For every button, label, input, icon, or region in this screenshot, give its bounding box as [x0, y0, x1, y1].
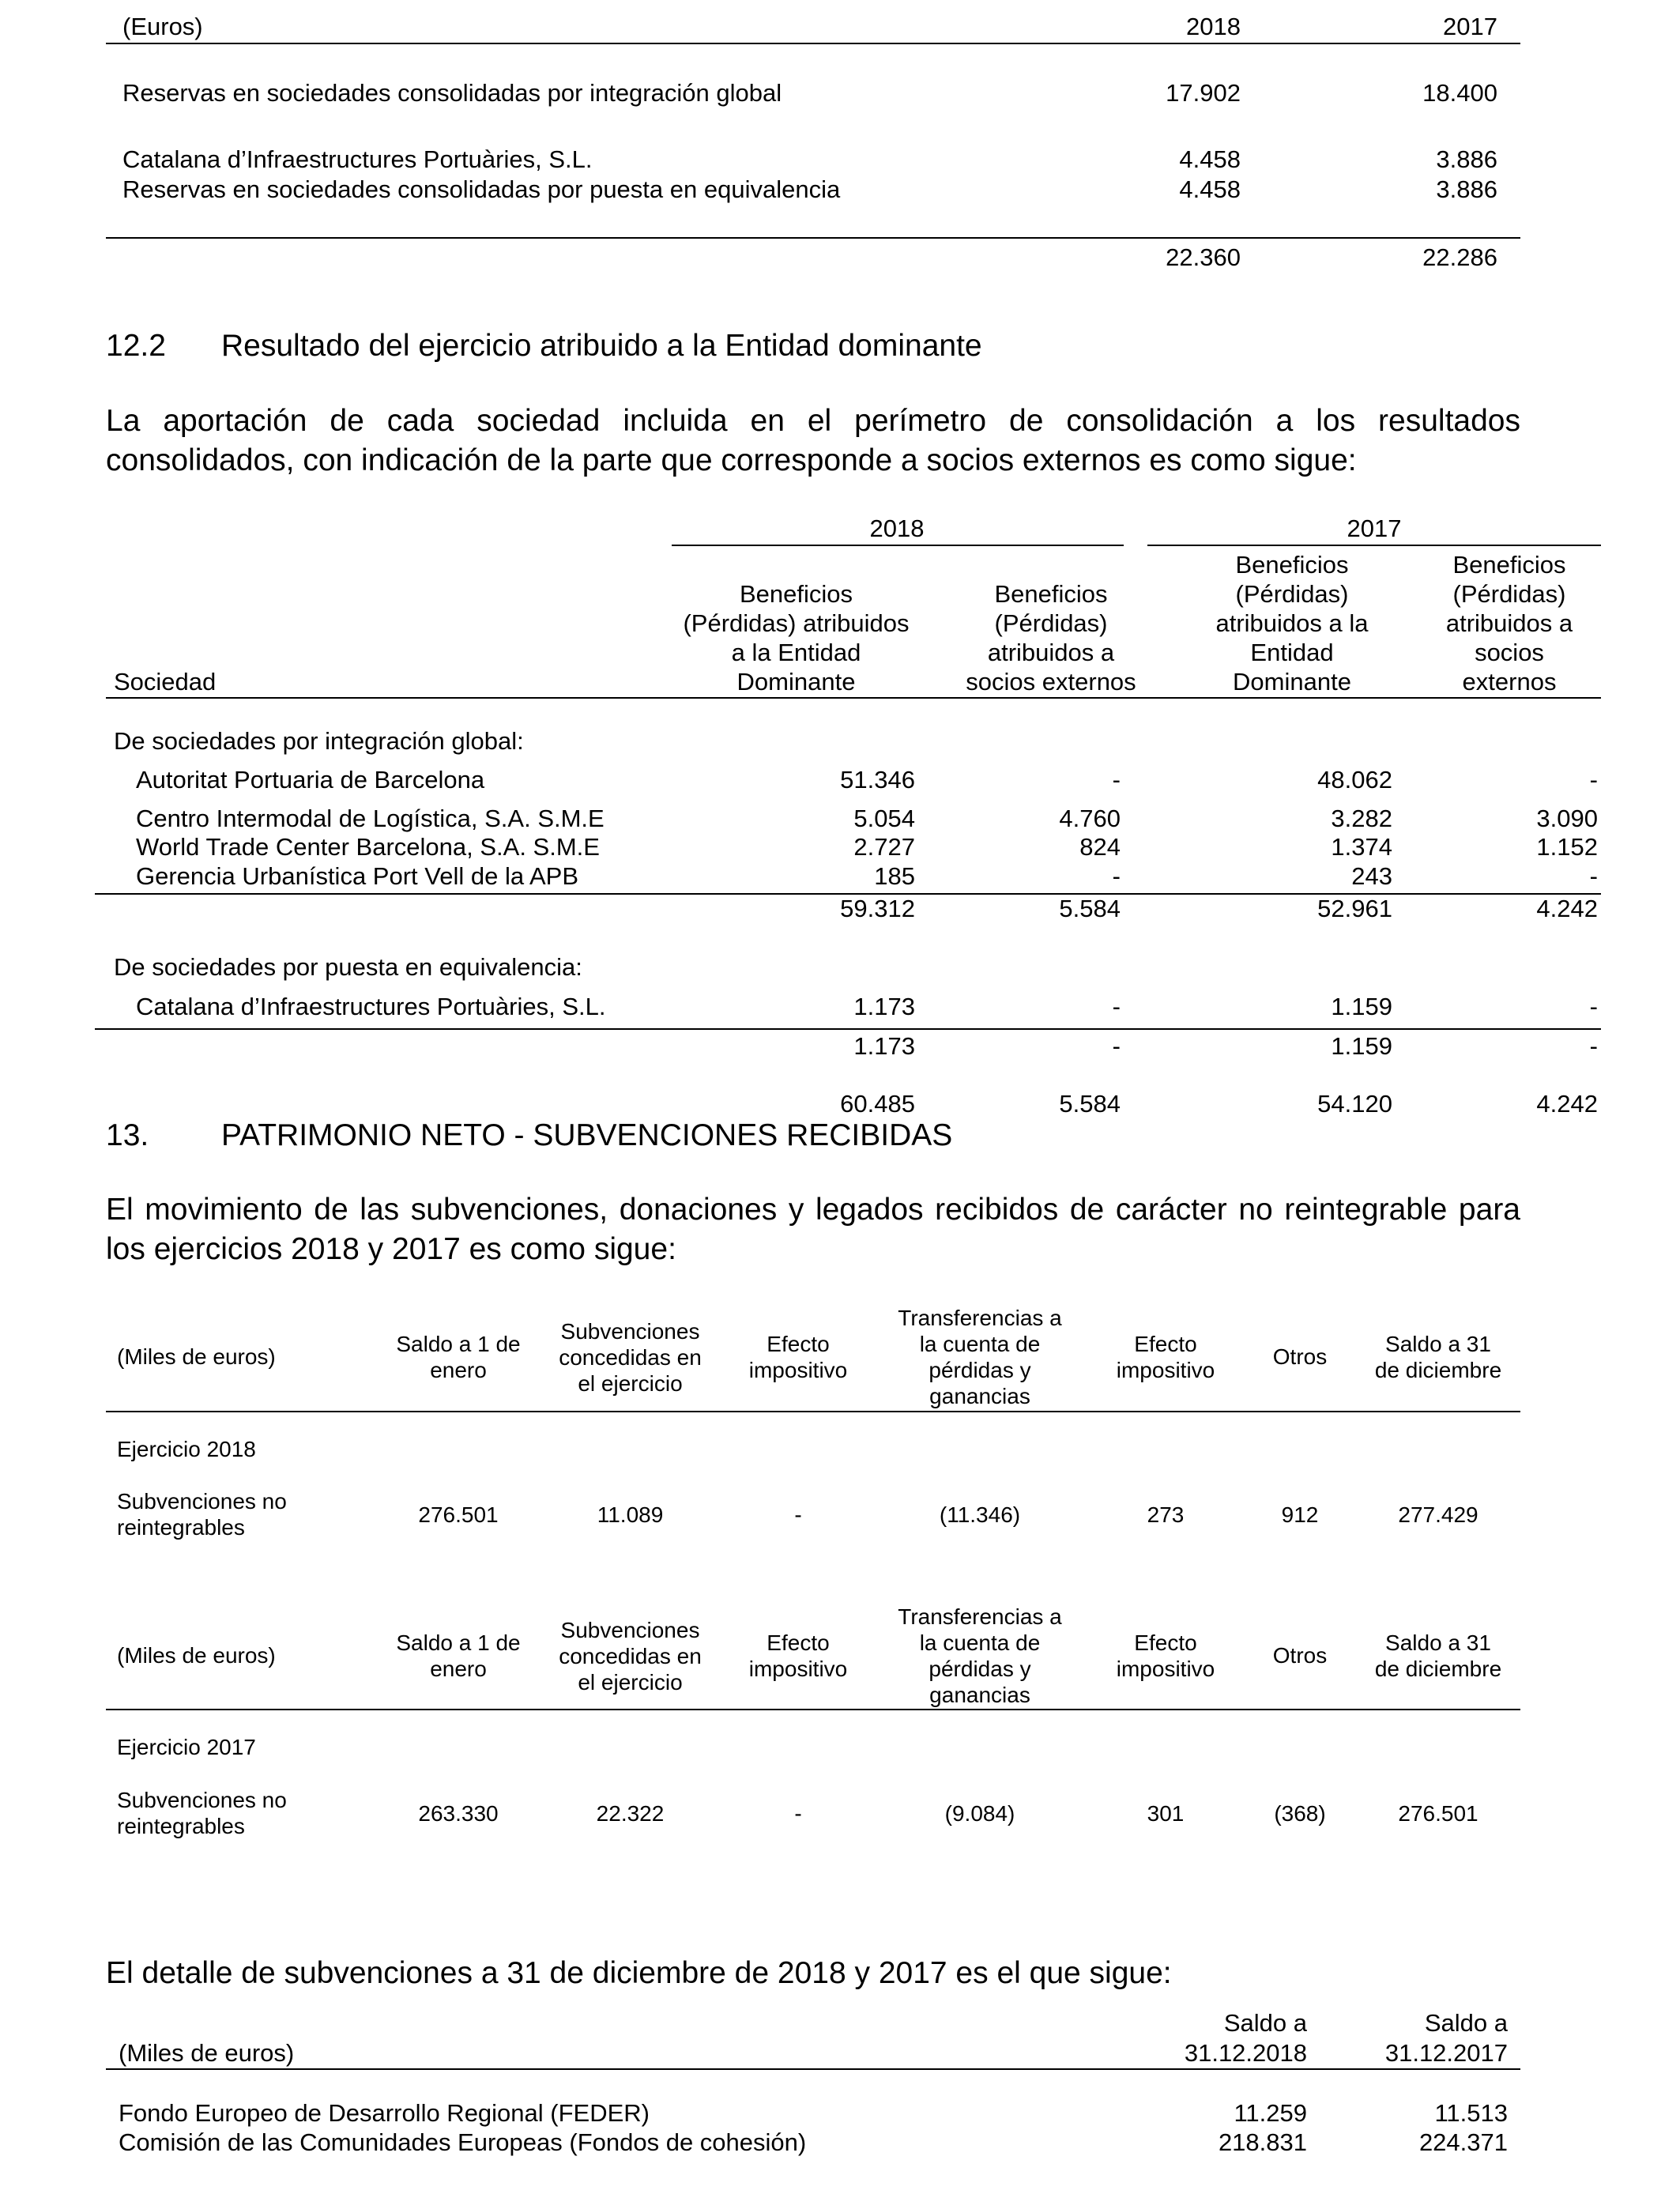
row-c2: 824	[1079, 833, 1121, 861]
sociedad-header: Sociedad	[114, 668, 217, 696]
row-value-2017: 3.886	[1436, 175, 1497, 203]
row-value-2017: 18.400	[1422, 79, 1497, 107]
col-header-saldo-diciembre: Saldo a 31 de diciembre	[1374, 1630, 1502, 1681]
unit-label: (Euros)	[122, 13, 203, 40]
exercise-label: Ejercicio 2018	[117, 1437, 256, 1461]
header-rule	[106, 1709, 1520, 1710]
row-value-2018: 17.902	[1166, 79, 1241, 107]
grand-total-c2: 5.584	[1059, 1090, 1121, 1118]
col-header-subvenciones-concedidas: Subvenciones concedidas en el ejercicio	[559, 1618, 702, 1695]
group-title: De sociedades por puesta en equivalencia:	[114, 953, 582, 981]
row-label: Autoritat Portuaria de Barcelona	[136, 766, 485, 794]
subtotal-c1: 59.312	[840, 895, 915, 922]
row-value-2018: 4.458	[1179, 145, 1241, 173]
value-saldo-enero: 276.501	[418, 1502, 499, 1527]
col-header-efecto-impositivo: Efecto impositivo	[1116, 1332, 1215, 1382]
row-label: Gerencia Urbanística Port Vell de la APB	[136, 862, 579, 890]
row-c1: 2.727	[853, 833, 915, 861]
unit-label: (Miles de euros)	[117, 1344, 276, 1369]
row-c1: 51.346	[840, 766, 915, 794]
value-efecto-impositivo: 273	[1147, 1502, 1185, 1527]
group-title: De sociedades por integración global:	[114, 727, 524, 755]
row-c3: 3.282	[1331, 805, 1392, 832]
unit-label: (Miles de euros)	[119, 2039, 295, 2067]
row-c2: -	[1112, 766, 1121, 794]
col-header-efecto-impositivo: Efecto impositivo	[748, 1630, 848, 1681]
total-2017: 22.286	[1422, 243, 1497, 271]
section-number: 12.2	[106, 329, 166, 363]
row-c3: 48.062	[1317, 766, 1392, 794]
row-c3: 243	[1351, 862, 1392, 890]
row-label: Centro Intermodal de Logística, S.A. S.M.E	[136, 805, 605, 832]
row-label: Catalana d’Infraestructures Portuàries, S.L.	[136, 993, 606, 1020]
header-rule	[106, 43, 1520, 44]
value-transferencias: (11.346)	[939, 1502, 1021, 1527]
col-header-saldo-enero: Saldo a 1 de enero	[396, 1630, 521, 1681]
subtotal-c3: 1.159	[1331, 1032, 1392, 1060]
col-header-saldo-2018: Saldo a 31.12.2018	[1184, 2009, 1307, 2067]
total-2018: 22.360	[1166, 243, 1241, 271]
row-label: World Trade Center Barcelona, S.A. S.M.E	[136, 833, 600, 861]
row-value-2018: 218.831	[1218, 2128, 1307, 2156]
subtotal-c2: -	[1112, 1032, 1121, 1060]
year-2018-group-header: 2018	[869, 515, 925, 542]
col-header-otros: Otros	[1272, 1643, 1328, 1668]
section-paragraph: La aportación de cada sociedad incluida en el perímetro de consolidación a los resultados consolidados, con indicación de la parte que corresponde a socios externos es como sigue:	[106, 404, 1520, 477]
total-rule	[106, 237, 1520, 239]
row-label: Subvenciones no reintegrables	[117, 1788, 287, 1838]
row-c1: 5.054	[853, 805, 915, 832]
value-efecto-impositivo: -	[794, 1801, 802, 1826]
year-2017-header: 2017	[1443, 13, 1497, 40]
year-2018-header: 2018	[1186, 13, 1241, 40]
subtotal-c1: 1.173	[853, 1032, 915, 1060]
col-header-beneficios-dominante-2018: Beneficios (Pérdidas) atribuidos a la Entidad Dominante	[683, 580, 910, 696]
col-header-saldo-2017: Saldo a 31.12.2017	[1384, 2009, 1508, 2067]
row-c4: -	[1589, 862, 1598, 890]
row-value-2017: 11.513	[1434, 2099, 1508, 2127]
row-label: Reservas en sociedades consolidadas por integración global	[122, 79, 782, 107]
header-rule	[106, 1411, 1520, 1412]
row-c4: -	[1589, 993, 1598, 1020]
col-header-socios-externos-2017: Beneficios (Pérdidas) atribuidos a socios externos	[1445, 551, 1573, 696]
row-label: Fondo Europeo de Desarrollo Regional (FEDER)	[119, 2099, 650, 2127]
row-c1: 1.173	[853, 993, 915, 1020]
row-label: Reservas en sociedades consolidadas por puesta en equivalencia	[122, 175, 841, 203]
row-value-2018: 4.458	[1179, 175, 1241, 203]
subtotal-c2: 5.584	[1059, 895, 1121, 922]
col-header-efecto-impositivo: Efecto impositivo	[748, 1332, 848, 1382]
col-header-transferencias: Transferencias a la cuenta de pérdidas y ganancias	[898, 1306, 1062, 1408]
value-saldo-enero: 263.330	[418, 1801, 499, 1826]
col-header-otros: Otros	[1272, 1344, 1328, 1369]
subtotal-rule	[95, 1028, 1601, 1030]
row-c3: 1.159	[1331, 993, 1392, 1020]
row-value-2017: 224.371	[1418, 2128, 1508, 2156]
row-c2: -	[1112, 993, 1121, 1020]
row-c2: 4.760	[1059, 805, 1121, 832]
grand-total-c1: 60.485	[840, 1090, 915, 1118]
row-label: Subvenciones no reintegrables	[117, 1489, 287, 1540]
value-saldo-diciembre: 276.501	[1398, 1801, 1478, 1826]
grand-total-c3: 54.120	[1317, 1090, 1392, 1118]
row-label: Comisión de las Comunidades Europeas (Fondos de cohesión)	[119, 2128, 807, 2156]
year-2017-group-header: 2017	[1347, 515, 1402, 542]
col-header-saldo-enero: Saldo a 1 de enero	[396, 1332, 521, 1382]
col-header-transferencias: Transferencias a la cuenta de pérdidas y ganancias	[898, 1604, 1062, 1707]
year-2017-rule	[1147, 545, 1601, 546]
header-rule	[106, 697, 1601, 699]
detail-intro: El detalle de subvenciones a 31 de diciembre de 2018 y 2017 es el que sigue:	[106, 1956, 1172, 1990]
section-title: Resultado del ejercicio atribuido a la Entidad dominante	[221, 329, 982, 363]
value-subvenciones-concedidas: 11.089	[597, 1502, 664, 1527]
unit-label: (Miles de euros)	[117, 1643, 276, 1668]
value-subvenciones-concedidas: 22.322	[596, 1801, 665, 1826]
section-title: PATRIMONIO NETO - SUBVENCIONES RECIBIDAS	[221, 1118, 953, 1152]
value-efecto-impositivo: 301	[1147, 1801, 1185, 1826]
value-transferencias: (9.084)	[944, 1801, 1015, 1826]
col-header-saldo-diciembre: Saldo a 31 de diciembre	[1374, 1332, 1502, 1382]
row-c4: 1.152	[1536, 833, 1598, 861]
row-c1: 185	[874, 862, 915, 890]
value-otros: (368)	[1274, 1801, 1326, 1826]
row-value-2018: 11.259	[1234, 2099, 1307, 2127]
col-header-subvenciones-concedidas: Subvenciones concedidas en el ejercicio	[559, 1319, 702, 1396]
col-header-beneficios-dominante-2017: Beneficios (Pérdidas) atribuidos a la Entidad Dominante	[1215, 551, 1369, 696]
section-paragraph: El movimiento de las subvenciones, donaciones y legados recibidos de carácter no reintegrable para los ejercicios 2018 y 2017 es como sigue:	[106, 1193, 1520, 1266]
section-number: 13.	[106, 1118, 149, 1152]
header-rule	[106, 2068, 1520, 2070]
row-c3: 1.374	[1331, 833, 1392, 861]
value-efecto-impositivo: -	[794, 1502, 802, 1527]
year-2018-rule	[672, 545, 1124, 546]
subtotal-c4: 4.242	[1536, 895, 1598, 922]
value-otros: 912	[1281, 1502, 1319, 1527]
row-c2: -	[1112, 862, 1121, 890]
subtotal-c3: 52.961	[1317, 895, 1392, 922]
col-header-efecto-impositivo: Efecto impositivo	[1116, 1630, 1215, 1681]
row-c4: -	[1589, 766, 1598, 794]
subtotal-c4: -	[1589, 1032, 1598, 1060]
col-header-socios-externos-2018: Beneficios (Pérdidas) atribuidos a socios externos	[966, 580, 1136, 696]
exercise-label: Ejercicio 2017	[117, 1735, 256, 1759]
row-value-2017: 3.886	[1436, 145, 1497, 173]
row-label: Catalana d’Infraestructures Portuàries, S.L.	[122, 145, 593, 173]
value-saldo-diciembre: 277.429	[1398, 1502, 1478, 1527]
row-c4: 3.090	[1536, 805, 1598, 832]
grand-total-c4: 4.242	[1536, 1090, 1598, 1118]
